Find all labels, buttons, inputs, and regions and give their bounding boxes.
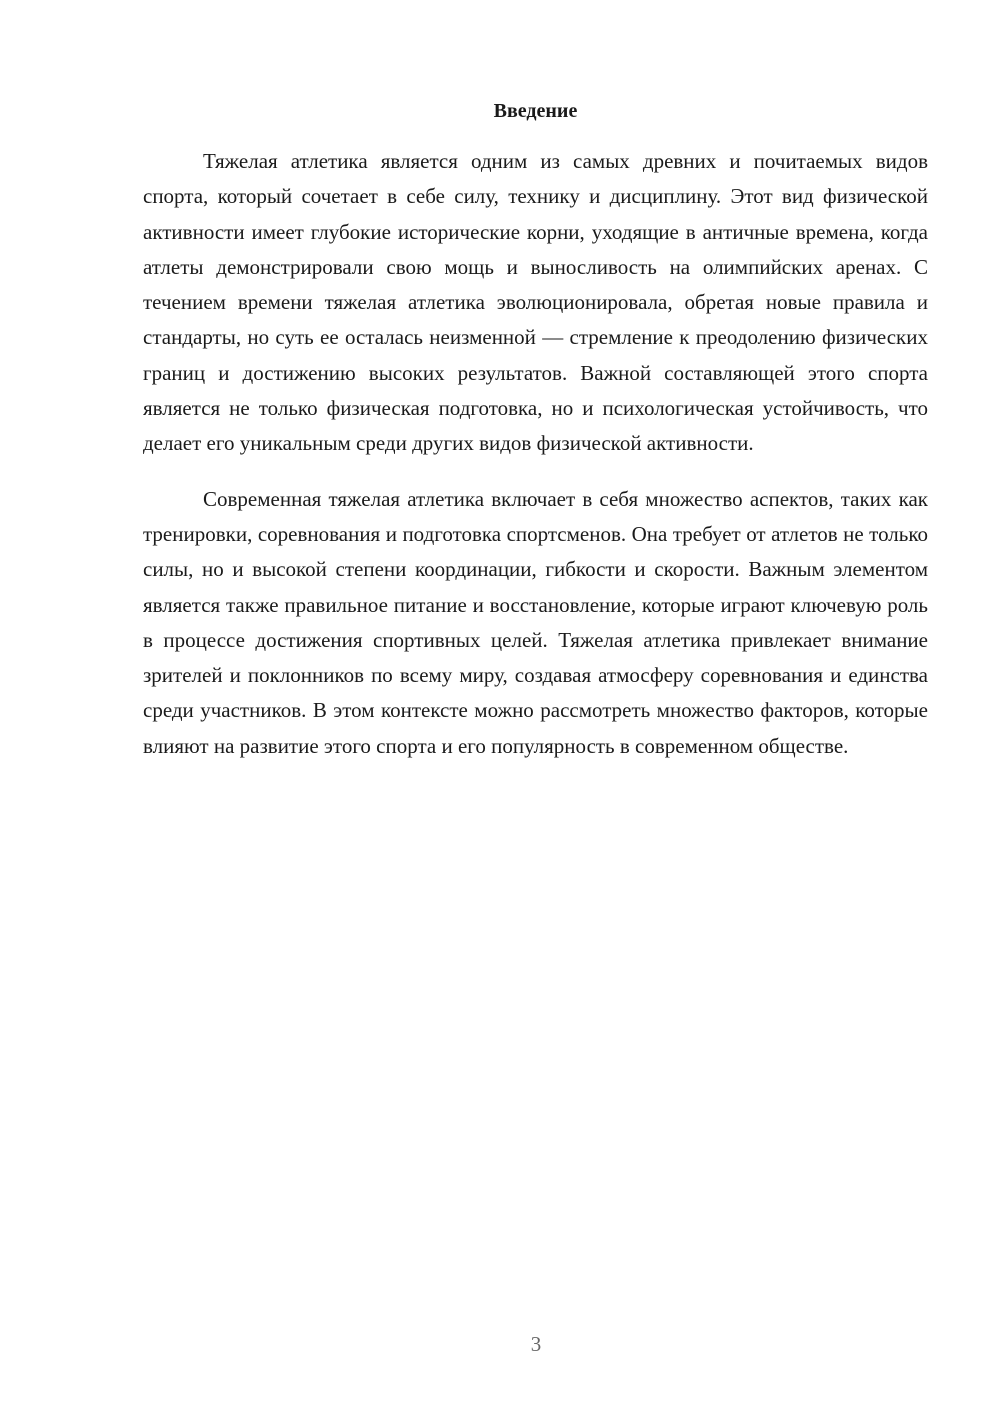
page-content	[143, 96, 928, 764]
page-number: 3	[530, 1332, 542, 1356]
paragraph-2: Современная тяжелая атлетика включает в себя множество аспектов, таких как тренировки, соревнования и подготовка спортсменов. Она требует от атлетов не только силы, но и высокой степени координации, гибкости и скорости. Важным элементом является также правильное питание и восстановление, которые играют ключевую роль в процессе достижения спортивных целей. Тяжелая атлетика привлекает внимание зрителей и поклонников по всему миру, создавая атмосферу соревнования и единства среди участников. В этом контексте можно рассмотреть множество факторов, которые влияют на развитие этого спорта и его популярность в современном обществе.	[143, 486, 928, 758]
paragraph-1: Тяжелая атлетика является одним из самых древних и почитаемых видов спорта, который сочетает в себе силу, технику и дисциплину. Этот вид физической активности имеет глубокие исторические корни, уходящие в античные времена, когда атлеты демонстрировали свою мощь и выносливость на олимпийских аренах. С течением времени тяжелая атлетика эволюционировала, обретая новые правила и стандарты, но суть ее осталась неизменной — стремление к преодолению физических границ и достижению высоких результатов. Важной составляющей этого спорта является не только физическая подготовка, но и психологическая устойчивость, что делает его уникальным среди других видов физической активности.	[143, 149, 928, 456]
section-heading: Введение	[493, 100, 578, 122]
